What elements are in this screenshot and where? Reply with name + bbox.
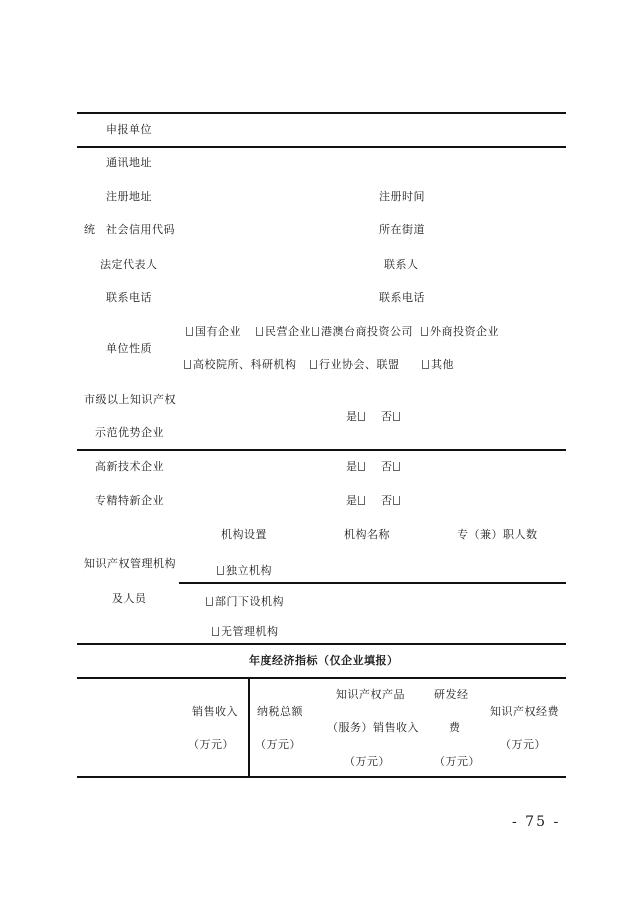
checkbox-icon[interactable] — [206, 597, 213, 606]
unit-sales-revenue: （万元） — [188, 738, 234, 751]
ip-demo-no[interactable]: 否 — [381, 410, 402, 424]
checkbox-icon[interactable] — [217, 566, 224, 575]
label-ip-demo-1: 市级以上知识产权 — [84, 393, 176, 406]
label-ip-demo-2: 示范优势企业 — [95, 426, 164, 439]
checkbox-icon[interactable] — [421, 327, 428, 336]
checkbox-icon[interactable] — [393, 462, 400, 471]
label-reg-address: 注册地址 — [106, 190, 152, 203]
checkbox-icon[interactable] — [393, 496, 400, 505]
rule-after-independent-org — [179, 582, 566, 584]
option-dept-org[interactable]: 部门下设机构 — [206, 595, 284, 609]
label-ip-org-2: 及人员 — [112, 592, 147, 605]
label-contact: 联系人 — [384, 258, 419, 271]
header-rd-1: 研发经 — [434, 688, 469, 701]
header-org-name: 机构名称 — [344, 528, 390, 541]
checkbox-icon[interactable] — [256, 327, 263, 336]
label-phone-left: 联系电话 — [106, 291, 152, 304]
checkbox-icon[interactable] — [393, 412, 400, 421]
hightech-yes[interactable]: 是 — [346, 460, 367, 474]
checkbox-icon[interactable] — [212, 627, 219, 636]
rule-before-economic — [77, 643, 566, 645]
option-association[interactable]: 行业协会、联盟 — [310, 358, 400, 372]
header-ip-product-2: （服务）销售收入 — [327, 721, 419, 734]
label-specialized: 专精特新企业 — [95, 494, 164, 507]
option-other[interactable]: 其他 — [422, 358, 454, 372]
hightech-no[interactable]: 否 — [381, 460, 402, 474]
ip-demo-yes[interactable]: 是 — [346, 410, 367, 424]
label-applicant-unit: 申报单位 — [106, 123, 152, 136]
rule-after-applicant — [77, 146, 566, 148]
checkbox-icon[interactable] — [358, 412, 365, 421]
specialized-no[interactable]: 否 — [381, 494, 402, 508]
header-ip-fund: 知识产权经费 — [490, 705, 559, 718]
label-phone-right: 联系电话 — [379, 291, 425, 304]
specialized-yes[interactable]: 是 — [346, 494, 367, 508]
economic-divider — [248, 678, 250, 776]
label-ip-org-1: 知识产权管理机构 — [84, 557, 176, 570]
label-unit-nature: 单位性质 — [106, 342, 152, 355]
header-tax-total: 纳税总额 — [257, 705, 303, 718]
rule-bottom — [77, 776, 566, 778]
header-ip-product-1: 知识产权产品 — [336, 688, 405, 701]
checkbox-icon[interactable] — [422, 360, 429, 369]
unit-rd: （万元） — [434, 755, 480, 768]
header-org-setup: 机构设置 — [221, 528, 267, 541]
option-state-owned[interactable]: 国有企业 — [186, 325, 241, 339]
option-hk-macao-taiwan[interactable]: 港澳台商投资公司 — [312, 325, 413, 339]
label-reg-time: 注册时间 — [379, 190, 425, 203]
unit-ip-fund: （万元） — [500, 738, 546, 751]
option-independent-org[interactable]: 独立机构 — [217, 564, 272, 578]
checkbox-icon[interactable] — [312, 327, 319, 336]
option-university[interactable]: 高校院所、科研机构 — [184, 358, 297, 372]
rule-after-economic-title — [77, 677, 566, 679]
label-legal-rep: 法定代表人 — [100, 258, 158, 271]
option-foreign[interactable]: 外商投资企业 — [421, 325, 499, 339]
option-private[interactable]: 民营企业 — [256, 325, 311, 339]
checkbox-icon[interactable] — [186, 327, 193, 336]
header-staff-count: 专（兼）职人数 — [457, 528, 538, 541]
header-rd-2: 费 — [449, 721, 461, 734]
checkbox-icon[interactable] — [358, 462, 365, 471]
page-number: - 75 - — [512, 814, 561, 830]
checkbox-icon[interactable] — [184, 360, 191, 369]
option-no-org[interactable]: 无管理机构 — [212, 625, 279, 639]
unit-ip-product: （万元） — [344, 755, 390, 768]
unit-tax-total: （万元） — [255, 738, 301, 751]
label-address: 通讯地址 — [106, 156, 152, 169]
header-sales-revenue: 销售收入 — [192, 705, 238, 718]
checkbox-icon[interactable] — [358, 496, 365, 505]
label-credit-prefix: 统 — [84, 223, 96, 236]
rule-after-ip-demo — [77, 449, 566, 451]
checkbox-icon[interactable] — [310, 360, 317, 369]
label-street: 所在街道 — [379, 223, 425, 236]
economic-title: 年度经济指标（仅企业填报） — [249, 654, 399, 667]
rule-top — [77, 112, 566, 114]
label-hightech: 高新技术企业 — [95, 460, 164, 473]
label-credit-code: 社会信用代码 — [106, 223, 175, 236]
